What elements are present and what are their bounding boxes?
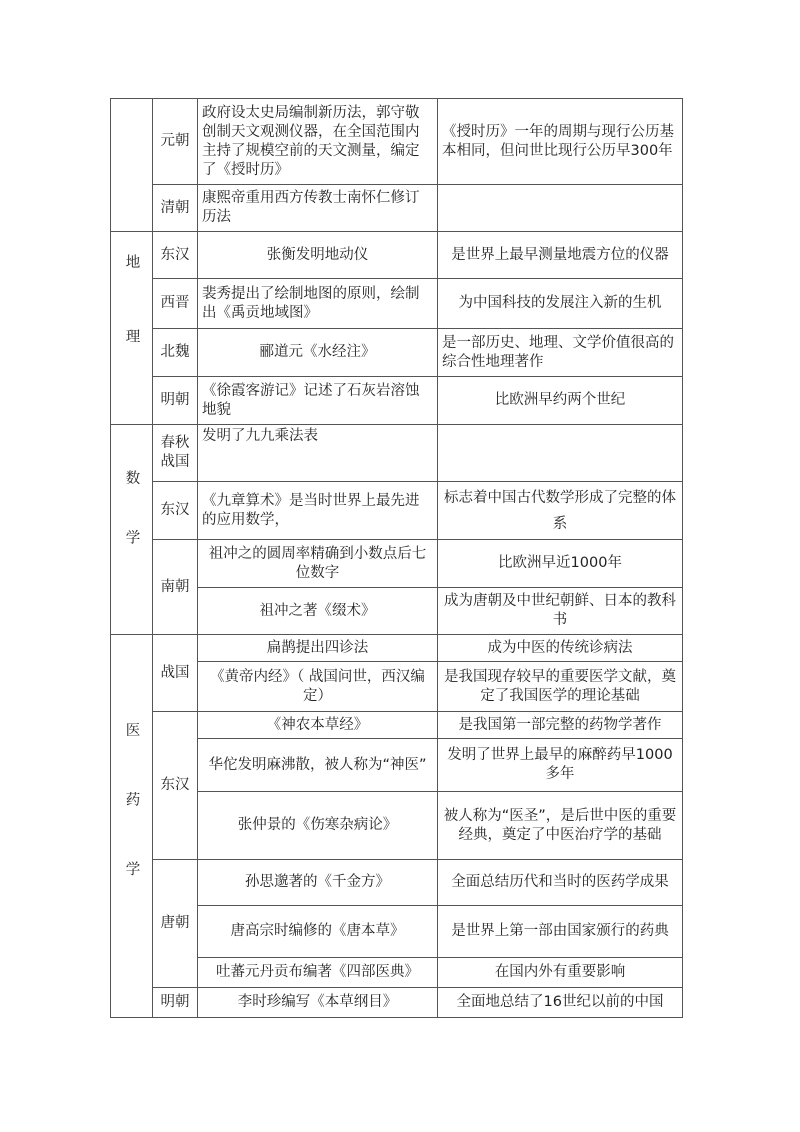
event-cell: 《九章算术》是当时世界上最先进的应用数学， xyxy=(198,482,438,540)
significance-cell: 发明了世界上最早的麻醉药早1000多年 xyxy=(438,739,683,792)
event-cell: 张衡发明地动仪 xyxy=(198,232,438,279)
event-cell: 祖冲之的圆周率精确到小数点后七位数字 xyxy=(198,540,438,588)
event-cell: 祖冲之著《缀术》 xyxy=(198,588,438,635)
significance-cell: 在国内外有重要影响 xyxy=(438,958,683,988)
dynasty-cell: 东汉 xyxy=(153,232,198,279)
dynasty-cell: 唐朝 xyxy=(153,860,198,988)
table-row xyxy=(111,232,683,279)
table-row xyxy=(111,635,683,662)
dynasty-cell: 东汉 xyxy=(153,712,198,860)
significance-cell: 全面地总结了16世纪以前的中国 xyxy=(438,988,683,1018)
dynasty-cell: 清朝 xyxy=(153,185,198,232)
event-cell: 张仲景的《伤寒杂病论》 xyxy=(198,792,438,860)
category-cell-math: 数学 xyxy=(111,425,153,635)
event-cell: 《神农本草经》 xyxy=(198,712,438,739)
dynasty-cell: 明朝 xyxy=(153,988,198,1018)
significance-cell: 是一部历史、地理、文学价值很高的综合性地理著作 xyxy=(438,329,683,377)
table-row xyxy=(111,279,683,329)
significance-cell: 为中国科技的发展注入新的生机 xyxy=(438,279,683,329)
significance-cell: 是世界上最早测量地震方位的仪器 xyxy=(438,232,683,279)
event-cell: 扁鹊提出四诊法 xyxy=(198,635,438,662)
significance-cell: 成为中医的传统诊病法 xyxy=(438,635,683,662)
dynasty-cell: 春秋战国 xyxy=(153,425,198,482)
table-row xyxy=(111,329,683,377)
table-row xyxy=(111,540,683,588)
table-row xyxy=(111,377,683,425)
event-cell: 华佗发明麻沸散，被人称为“神医” xyxy=(198,739,438,792)
event-cell: 郦道元《水经注》 xyxy=(198,329,438,377)
table-row xyxy=(111,712,683,739)
significance-cell: 是世界上第一部由国家颁行的药典 xyxy=(438,906,683,958)
significance-cell: 《授时历》一年的周期与现行公历基本相同，但问世比现行公历早300年 xyxy=(438,99,683,185)
dynasty-cell: 南朝 xyxy=(153,540,198,635)
significance-cell: 被人称为“医圣”，是后世中医的重要经典，奠定了中医治疗学的基础 xyxy=(438,792,683,860)
significance-cell: 全面总结历代和当时的医药学成果 xyxy=(438,860,683,906)
table-row xyxy=(111,988,683,1018)
significance-cell: 是我国第一部完整的药物学著作 xyxy=(438,712,683,739)
dynasty-cell: 西晋 xyxy=(153,279,198,329)
event-cell: 《黄帝内经》（ 战国问世，西汉编定） xyxy=(198,662,438,712)
dynasty-cell: 北魏 xyxy=(153,329,198,377)
significance-cell: 是我国现存较早的重要医学文献，奠定了我国医学的理论基础 xyxy=(438,662,683,712)
event-cell: 康熙帝重用西方传教士南怀仁修订历法 xyxy=(198,185,438,232)
history-tech-table xyxy=(110,98,683,1018)
dynasty-cell: 元朝 xyxy=(153,99,198,185)
event-cell: 吐蕃元丹贡布编著《四部医典》 xyxy=(198,958,438,988)
significance-cell: 成为唐朝及中世纪朝鲜、日本的教科书 xyxy=(438,588,683,635)
event-cell: 裴秀提出了绘制地图的原则，绘制出《禹贡地域图》 xyxy=(198,279,438,329)
dynasty-cell: 战国 xyxy=(153,635,198,712)
event-cell: 唐高宗时编修的《唐本草》 xyxy=(198,906,438,958)
category-cell-astronomy xyxy=(111,99,153,232)
dynasty-cell: 东汉 xyxy=(153,482,198,540)
table-row xyxy=(111,185,683,232)
table-row xyxy=(111,99,683,185)
significance-cell: 标志着中国古代数学形成了完整的体系 xyxy=(438,482,683,540)
category-cell-medicine: 医药学 xyxy=(111,635,153,1018)
significance-cell xyxy=(438,185,683,232)
table-row xyxy=(111,860,683,906)
significance-cell xyxy=(438,425,683,482)
table-row xyxy=(111,425,683,482)
table-row xyxy=(111,482,683,540)
event-cell: 《徐霞客游记》记述了石灰岩溶蚀地貌 xyxy=(198,377,438,425)
event-cell: 发明了九九乘法表 xyxy=(198,425,438,482)
event-cell: 孙思邈著的《千金方》 xyxy=(198,860,438,906)
event-cell: 李时珍编写《本草纲目》 xyxy=(198,988,438,1018)
category-cell-geography: 地理 xyxy=(111,232,153,425)
dynasty-cell: 明朝 xyxy=(153,377,198,425)
event-cell: 政府设太史局编制新历法，郭守敬创制天文观测仪器，在全国范围内主持了规模空前的天文测量，编定了《授时历》 xyxy=(198,99,438,185)
significance-cell: 比欧洲早近1000年 xyxy=(438,540,683,588)
significance-cell: 比欧洲早约两个世纪 xyxy=(438,377,683,425)
